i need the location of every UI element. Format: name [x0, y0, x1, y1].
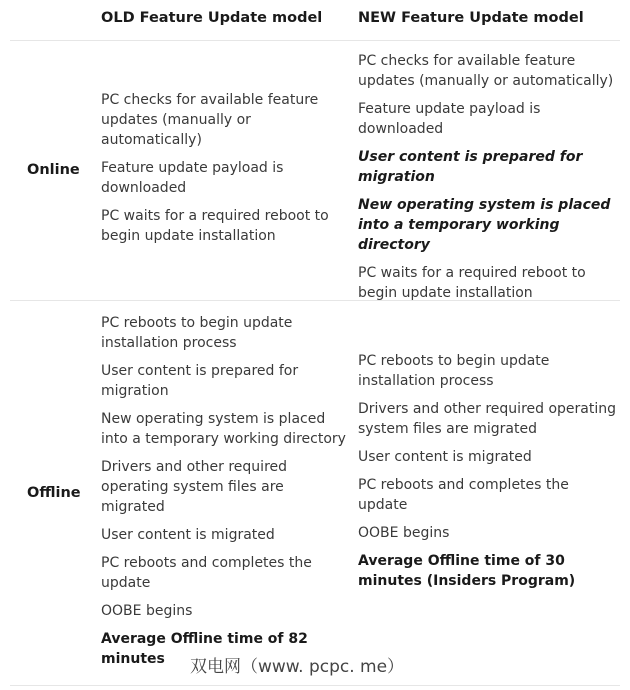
- online-new-step: Feature update payload is downloaded: [358, 101, 541, 137]
- offline-new-step: User content is migrated: [358, 449, 532, 465]
- offline-new-average-time: Average Offline time of 30 minutes (Insiders Program): [358, 553, 576, 589]
- offline-row-label: Offline: [27, 485, 81, 501]
- online-old-step: Feature update payload is downloaded: [101, 160, 284, 196]
- offline-old-step: PC reboots and completes the update: [101, 555, 312, 591]
- offline-old-step: User content is migrated: [101, 527, 275, 543]
- old-model-column-header: OLD Feature Update model: [101, 10, 323, 26]
- online-new-step: PC checks for available feature updates (manually or automatically): [358, 53, 614, 89]
- offline-new-steps: [358, 351, 620, 599]
- offline-old-steps: [101, 313, 346, 677]
- offline-old-average-time: Average Offline time of 82 minutes: [101, 631, 308, 667]
- online-new-step: PC waits for a required reboot to begin update installation: [358, 265, 586, 301]
- offline-old-step: PC reboots to begin update installation process: [101, 315, 293, 351]
- online-old-step: PC waits for a required reboot to begin update installation: [101, 208, 329, 244]
- online-old-step: PC checks for available feature updates (manually or automatically): [101, 92, 319, 148]
- online-new-steps: [358, 51, 620, 311]
- feature-update-comparison-table: [10, 0, 620, 686]
- offline-new-step: Drivers and other required operating system files are migrated: [358, 401, 617, 437]
- offline-old-step: OOBE begins: [101, 603, 193, 619]
- offline-new-step: PC reboots to begin update installation process: [358, 353, 550, 389]
- offline-old-step: New operating system is placed into a temporary working directory: [101, 411, 346, 447]
- offline-old-step: User content is prepared for migration: [101, 363, 299, 399]
- offline-new-step: OOBE begins: [358, 525, 450, 541]
- table-header-row: [10, 0, 620, 41]
- offline-row: [10, 301, 620, 686]
- online-row: [10, 41, 620, 301]
- new-model-column-header: NEW Feature Update model: [358, 10, 584, 26]
- online-new-step-highlighted: User content is prepared for migration: [358, 149, 583, 185]
- online-new-step-highlighted: New operating system is placed into a temporary working directory: [358, 197, 611, 253]
- site-watermark: 双电网（www. pcpc. me）: [190, 652, 404, 677]
- offline-old-step: Drivers and other required operating system files are migrated: [101, 459, 288, 515]
- offline-new-step: PC reboots and completes the update: [358, 477, 569, 513]
- online-old-steps: [101, 90, 346, 254]
- online-row-label: Online: [27, 162, 80, 178]
